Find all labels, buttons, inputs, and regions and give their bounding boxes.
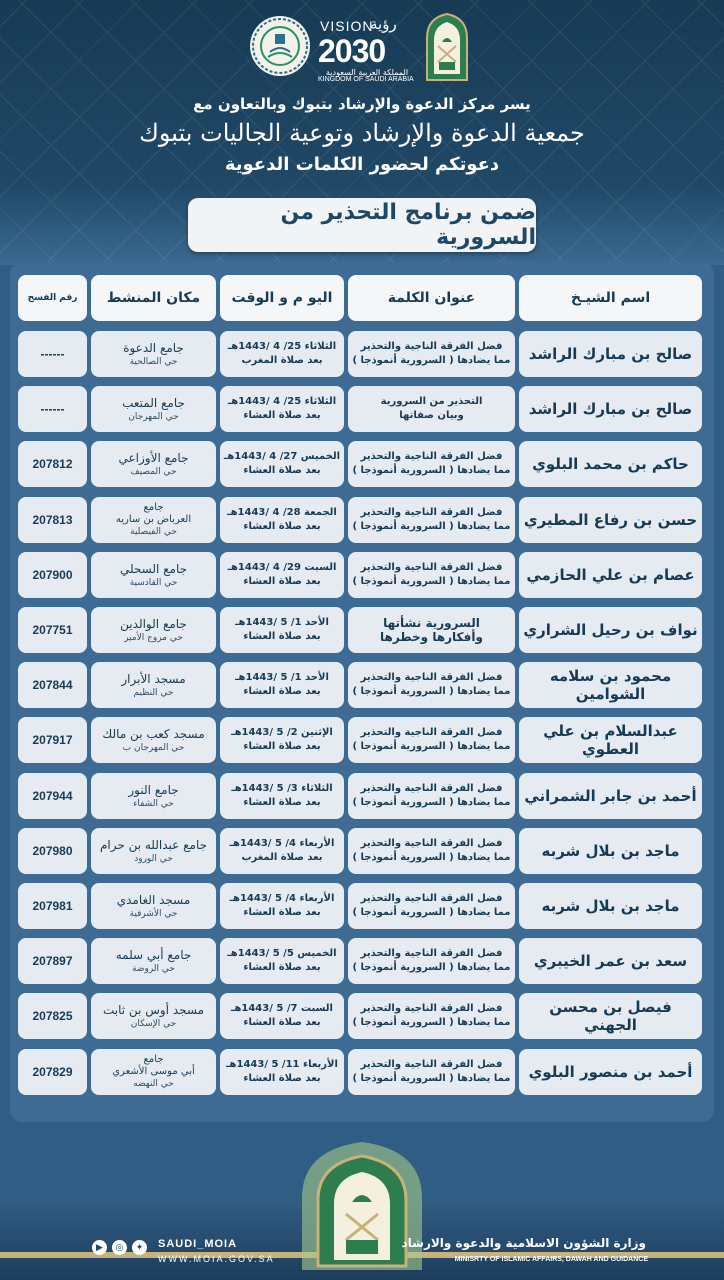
- talk-time: بعد صلاة المغرب: [241, 852, 323, 863]
- day-time-cell: [220, 441, 344, 487]
- day-time-cell: [220, 883, 344, 929]
- sheikh-name: نواف بن رحيل الشراري: [523, 621, 698, 639]
- permit-number: 207829: [32, 1065, 73, 1079]
- sheikh-name: فيصل بن محسن الجهني: [549, 998, 672, 1034]
- invitation-line: دعوتكم لحضور الكلمات الدعوية: [224, 154, 500, 175]
- kingdom-arabic: المملكة العربية السعودية: [326, 68, 409, 77]
- day-time-cell: [220, 1049, 344, 1095]
- social-links: [92, 1240, 147, 1260]
- day-time-cell: [220, 662, 344, 708]
- venue-cell: [91, 883, 216, 929]
- website-link[interactable]: WWW.MOIA.GOV.SA: [158, 1254, 275, 1264]
- vision-word: VISION: [320, 18, 374, 34]
- talk-title-cell: [348, 883, 515, 929]
- venue-name: جامع الوالدين: [120, 616, 187, 631]
- venue-name: العرباض بن ساريه: [115, 514, 192, 525]
- permit-number-cell: [18, 883, 87, 929]
- talk-time: بعد صلاة العشاء: [243, 907, 321, 918]
- sheikh-name: ماجد بن بلال شربه: [541, 897, 680, 915]
- venue-cell: [91, 331, 216, 377]
- talk-title-line-2: مما يضادها ( السرورية أنموذجا ): [352, 686, 511, 697]
- permit-number: 207751: [32, 623, 73, 637]
- permit-number: 207897: [32, 954, 73, 968]
- talk-time: بعد صلاة العشاء: [243, 741, 321, 752]
- talk-title-line-2: وأفكارها وخطرها: [380, 630, 483, 644]
- talk-time: بعد صلاة العشاء: [243, 1017, 321, 1028]
- sheikh-name-cell: [519, 497, 702, 543]
- venue-name: أبي موسى الأشعري: [112, 1066, 195, 1077]
- sheikh-name-cell: [519, 441, 702, 487]
- talk-title-line-2: مما يضادها ( السرورية أنموذجا ): [352, 355, 511, 366]
- header-venue: مكان المنشط: [91, 275, 216, 321]
- permit-number-cell: [18, 828, 87, 874]
- talk-date: الأربعاء 4/ 5 /1443هـ: [229, 838, 335, 849]
- table-row: [18, 331, 702, 377]
- talk-title-cell: [348, 1049, 515, 1095]
- venue-district: حي النهضه: [133, 1079, 174, 1089]
- venue-cell: [91, 828, 216, 874]
- permit-number: 207917: [32, 733, 73, 747]
- talk-title-line-1: فضل الفرقة الناجية والتحذير: [360, 838, 503, 849]
- talk-title-line-1: التحذير من السرورية: [380, 396, 483, 407]
- permit-number-cell: [18, 552, 87, 598]
- talk-title-cell: [348, 441, 515, 487]
- table-row: [18, 607, 702, 653]
- venue-district: حي الصالحية: [129, 356, 178, 367]
- talk-title-cell: [348, 717, 515, 763]
- talk-title-line-1: السرورية نشأتها: [383, 616, 480, 630]
- venue-cell: [91, 717, 216, 763]
- talk-title-line-1: فضل الفرقة الناجية والتحذير: [360, 341, 503, 352]
- logo-strip: [0, 10, 724, 82]
- talk-title-line-2: مما يضادها ( السرورية أنموذجا ): [352, 576, 511, 587]
- permit-number-cell: [18, 717, 87, 763]
- sheikh-name-cell: [519, 828, 702, 874]
- sheikh-name: عصام بن علي الحازمي: [526, 566, 695, 584]
- talk-title-cell: [348, 331, 515, 377]
- sheikh-name: أحمد بن منصور البلوي: [528, 1063, 693, 1081]
- sheikh-name: سعد بن عمر الخيبري: [533, 952, 688, 970]
- table-header-row: [18, 275, 702, 321]
- venue-prefix: جامع: [143, 502, 164, 513]
- header-sheikh-name: اسم الشيـخ: [519, 275, 702, 321]
- sheikh-name: حاكم بن محمد البلوي: [532, 455, 689, 473]
- permit-number-cell: [18, 607, 87, 653]
- venue-name: جامع السحلي: [119, 561, 188, 576]
- talk-date: السبت 29/ 4 /1443هـ: [227, 562, 337, 573]
- permit-number-cell: [18, 938, 87, 984]
- venue-district: حي القادسية: [129, 577, 178, 588]
- talk-date: الخميس 27/ 4 /1443هـ: [223, 451, 341, 462]
- sheikh-name: حسن بن رفاع المطيري: [523, 511, 698, 529]
- vision-year: 2030: [318, 33, 386, 69]
- venue-cell: [91, 497, 216, 543]
- sheikh-name-cell: [519, 938, 702, 984]
- permit-number-cell: [18, 441, 87, 487]
- permit-number: 207812: [32, 457, 73, 471]
- day-time-cell: [220, 773, 344, 819]
- talk-time: بعد صلاة العشاء: [243, 465, 321, 476]
- venue-district: حي الروضة: [132, 963, 175, 974]
- sheikh-name-cell: [519, 1049, 702, 1095]
- table-row: [18, 1049, 702, 1095]
- venue-name: جامع الأوزاعي: [118, 450, 189, 465]
- venue-district: حي الشفاء: [133, 798, 174, 809]
- permit-number-cell: [18, 1049, 87, 1095]
- sheikh-name: أحمد بن جابر الشمراني: [524, 787, 697, 805]
- venue-cell: [91, 993, 216, 1039]
- talk-title-line-1: فضل الفرقة الناجية والتحذير: [360, 893, 503, 904]
- talk-title-cell: [348, 497, 515, 543]
- sheikh-name: محمود بن سلامه الشوامين: [549, 667, 672, 703]
- venue-name: مسجد الغامدي: [116, 892, 191, 907]
- talk-title-line-2: وبيان صفاتها: [399, 410, 464, 421]
- talk-title-cell: [348, 552, 515, 598]
- venue-cell: [91, 938, 216, 984]
- table-row: [18, 883, 702, 929]
- talk-title-line-1: فضل الفرقة الناجية والتحذير: [360, 507, 503, 518]
- talk-title-cell: [348, 938, 515, 984]
- talk-title-cell: [348, 993, 515, 1039]
- ministry-name-english: MINISRTY OF ISLAMIC AFFAIRS, DAWAH AND GUIDANCE: [454, 1256, 648, 1263]
- dawah-association-logo: [250, 16, 310, 76]
- talk-title-line-1: فضل الفرقة الناجية والتحذير: [360, 783, 503, 794]
- sheikh-name-cell: [519, 717, 702, 763]
- venue-cell: [91, 773, 216, 819]
- venue-district: حي المهرجان ب: [122, 742, 185, 753]
- sheikh-name-cell: [519, 607, 702, 653]
- talk-time: بعد صلاة العشاء: [243, 686, 321, 697]
- venue-name: مسجد الأبرار: [121, 671, 186, 686]
- venue-cell: [91, 607, 216, 653]
- venue-name: مسجد كعب بن مالك: [102, 726, 205, 741]
- permit-number-cell: [18, 497, 87, 543]
- table-row: [18, 993, 702, 1039]
- sheikh-name-cell: [519, 883, 702, 929]
- table-row: [18, 828, 702, 874]
- talk-time: بعد صلاة العشاء: [243, 521, 321, 532]
- talk-title-line-1: فضل الفرقة الناجية والتحذير: [360, 1059, 503, 1070]
- talk-title-cell: [348, 828, 515, 874]
- talk-title-line-2: مما يضادها ( السرورية أنموذجا ): [352, 962, 511, 973]
- talk-title-line-2: مما يضادها ( السرورية أنموذجا ): [352, 521, 511, 532]
- day-time-cell: [220, 497, 344, 543]
- talk-time: بعد صلاة العشاء: [243, 962, 321, 973]
- table-row: [18, 717, 702, 763]
- sheikh-name: صالح بن مبارك الراشد: [528, 345, 693, 363]
- header-talk-title: عنوان الكلمة: [348, 275, 515, 321]
- talk-date: الثلاثاء 25/ 4 /1443هـ: [227, 396, 337, 407]
- talk-date: الجمعة 28/ 4 /1443هـ: [227, 507, 337, 518]
- intro-line-1: يسر مركز الدعوة والإرشاد بتبوك وبالتعاون مع: [193, 95, 531, 113]
- talk-title-cell: [348, 662, 515, 708]
- venue-district: حي المهرجان: [128, 411, 179, 422]
- talk-title-line-1: فضل الفرقة الناجية والتحذير: [360, 451, 503, 462]
- talk-date: الخميس 5/ 5 /1443هـ: [227, 948, 337, 959]
- permit-number-cell: [18, 993, 87, 1039]
- twitter-icon[interactable]: ✦: [132, 1240, 147, 1255]
- talk-date: الأحد 1/ 5 /1443هـ: [235, 617, 329, 628]
- association-name: جمعية الدعوة والإرشاد وتوعية الجاليات بتبوك: [139, 119, 585, 147]
- permit-number: 207825: [32, 1009, 73, 1023]
- talk-time: بعد صلاة العشاء: [243, 1073, 321, 1084]
- talk-title-line-2: مما يضادها ( السرورية أنموذجا ): [352, 1073, 511, 1084]
- talk-date: الثلاثاء 25/ 4 /1443هـ: [227, 341, 337, 352]
- venue-name: جامع الدعوة: [123, 340, 184, 355]
- venue-cell: [91, 441, 216, 487]
- venue-cell: [91, 1049, 216, 1095]
- sheikh-name: صالح بن مبارك الراشد: [528, 400, 693, 418]
- kingdom-english: KINGDOM OF SAUDI ARABIA: [318, 76, 414, 83]
- venue-name: مسجد أوس بن ثابت: [103, 1002, 204, 1017]
- talk-title-cell: [348, 386, 515, 432]
- sheikh-name-cell: [519, 386, 702, 432]
- permit-number: 207900: [32, 568, 73, 582]
- header-day-time: اليو م و الوقت: [220, 275, 344, 321]
- vision-arabic: رؤية: [370, 15, 397, 33]
- talk-title-line-1: فضل الفرقة الناجية والتحذير: [360, 672, 503, 683]
- talk-title-line-1: فضل الفرقة الناجية والتحذير: [360, 727, 503, 738]
- day-time-cell: [220, 607, 344, 653]
- talk-title-line-1: فضل الفرقة الناجية والتحذير: [360, 1003, 503, 1014]
- social-handle[interactable]: SAUDI_MOIA: [158, 1238, 238, 1250]
- talk-date: الثلاثاء 3/ 5 /1443هـ: [231, 783, 333, 794]
- instagram-icon[interactable]: ◎: [112, 1240, 127, 1255]
- sheikh-name-cell: [519, 993, 702, 1039]
- talk-title-line-2: مما يضادها ( السرورية أنموذجا ): [352, 797, 511, 808]
- venue-name: جامع عبدالله بن حرام: [99, 837, 208, 852]
- footer-ministry-logo: [294, 1140, 430, 1270]
- talk-title-line-2: مما يضادها ( السرورية أنموذجا ): [352, 741, 511, 752]
- venue-name: جامع المتعب: [122, 395, 185, 410]
- permit-number-cell: [18, 386, 87, 432]
- venue-cell: [91, 662, 216, 708]
- talk-date: السبت 7/ 5 /1443هـ: [231, 1003, 333, 1014]
- sheikh-name: ماجد بن بلال شربه: [541, 842, 680, 860]
- header-permit-number: رقم الفسح: [18, 275, 87, 321]
- venue-name: جامع أبي سلمه: [115, 947, 192, 962]
- day-time-cell: [220, 386, 344, 432]
- youtube-icon[interactable]: ▶: [92, 1240, 107, 1255]
- invitation-intro: [0, 94, 724, 178]
- talk-title-line-1: فضل الفرقة الناجية والتحذير: [360, 562, 503, 573]
- talk-title-line-2: مما يضادها ( السرورية أنموذجا ): [352, 852, 511, 863]
- day-time-cell: [220, 717, 344, 763]
- permit-number: 207944: [32, 789, 73, 803]
- venue-district: حي الإسكان: [130, 1018, 177, 1029]
- day-time-cell: [220, 552, 344, 598]
- talk-time: بعد صلاة العشاء: [243, 631, 321, 642]
- table-row: [18, 386, 702, 432]
- venue-prefix: جامع: [143, 1054, 164, 1065]
- talk-title-cell: [348, 607, 515, 653]
- venue-district: حي الأشرفية: [129, 908, 178, 919]
- day-time-cell: [220, 993, 344, 1039]
- talk-time: بعد صلاة العشاء: [243, 797, 321, 808]
- venue-district: حي النظيم: [133, 687, 174, 698]
- sheikh-name-cell: [519, 331, 702, 377]
- permit-number-cell: [18, 773, 87, 819]
- vision-2030-logo: [318, 15, 418, 83]
- talk-title-line-2: مما يضادها ( السرورية أنموذجا ): [352, 1017, 511, 1028]
- ministry-logo: [424, 12, 470, 82]
- venue-cell: [91, 552, 216, 598]
- talk-time: بعد صلاة العشاء: [243, 576, 321, 587]
- permit-number: 207844: [32, 678, 73, 692]
- venue-district: حي الفيصلية: [130, 527, 177, 537]
- permit-number: ------: [40, 402, 65, 416]
- sheikh-name-cell: [519, 773, 702, 819]
- day-time-cell: [220, 331, 344, 377]
- venue-district: حي المصيف: [130, 466, 177, 477]
- table-row: [18, 497, 702, 543]
- permit-number: ------: [40, 347, 65, 361]
- table-row: [18, 662, 702, 708]
- day-time-cell: [220, 828, 344, 874]
- table-row: [18, 938, 702, 984]
- talk-title-line-2: مما يضادها ( السرورية أنموذجا ): [352, 907, 511, 918]
- venue-district: حي مروج الأمير: [124, 632, 183, 643]
- talk-date: الأحد 1/ 5 /1443هـ: [235, 672, 329, 683]
- sheikh-name-cell: [519, 552, 702, 598]
- permit-number: 207981: [32, 899, 73, 913]
- talk-title-cell: [348, 773, 515, 819]
- table-row: [18, 773, 702, 819]
- talk-date: الأربعاء 4/ 5 /1443هـ: [229, 893, 335, 904]
- permit-number-cell: [18, 331, 87, 377]
- talk-date: الإثنين 2/ 5 /1443هـ: [231, 727, 333, 738]
- sheikh-name: عبدالسلام بن علي العطوي: [543, 722, 678, 758]
- ministry-name-arabic: وزارة الشؤون الاسلامية والدعوة والارشاد: [401, 1236, 646, 1250]
- talk-title-line-1: فضل الفرقة الناجية والتحذير: [360, 948, 503, 959]
- talk-date: الأربعاء 11/ 5 /1443هـ: [226, 1059, 338, 1070]
- talk-title-line-2: مما يضادها ( السرورية أنموذجا ): [352, 465, 511, 476]
- permit-number-cell: [18, 662, 87, 708]
- venue-name: جامع النور: [128, 782, 179, 797]
- venue-cell: [91, 386, 216, 432]
- day-time-cell: [220, 938, 344, 984]
- sheikh-name-cell: [519, 662, 702, 708]
- permit-number: 207813: [32, 513, 73, 527]
- table-row: [18, 441, 702, 487]
- table-row: [18, 552, 702, 598]
- venue-district: حي الورود: [134, 853, 173, 864]
- program-title: ضمن برنامج التحذير من السرورية: [188, 198, 536, 252]
- talk-time: بعد صلاة المغرب: [241, 355, 323, 366]
- talk-time: بعد صلاة العشاء: [243, 410, 321, 421]
- permit-number: 207980: [32, 844, 73, 858]
